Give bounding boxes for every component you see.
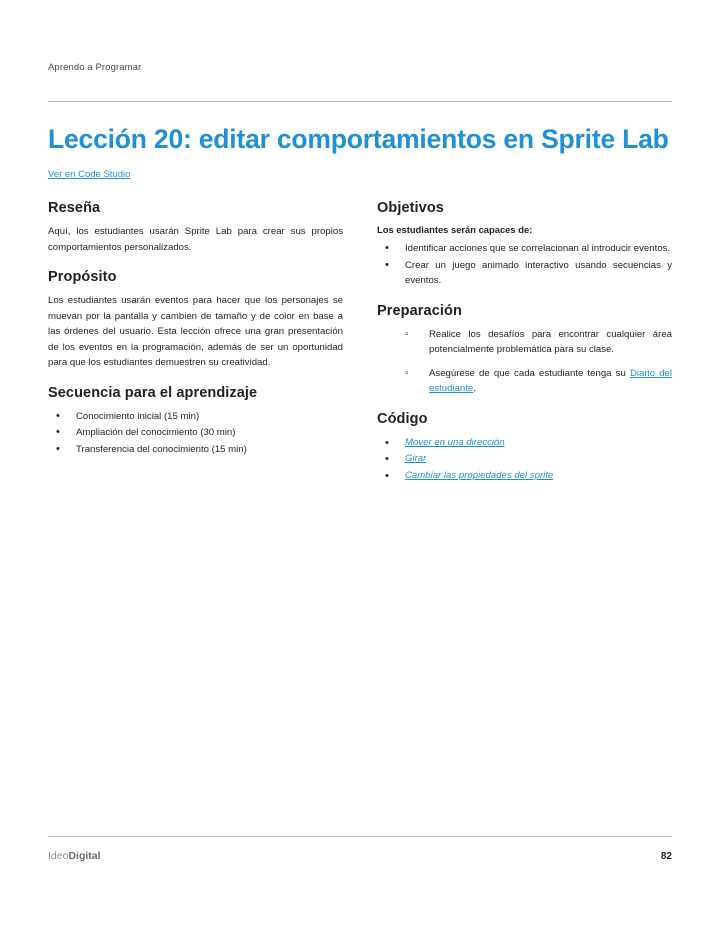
list-item: • Ampliación del conocimiento (30 min) — [48, 425, 343, 441]
preparacion-item-text-after: . — [473, 383, 476, 395]
student-journal-link[interactable]: Diario del estudiante — [429, 367, 672, 395]
running-header: Aprendo a Programar — [48, 62, 142, 73]
page-number: 82 — [660, 851, 672, 862]
left-column — [48, 192, 343, 484]
code-link-propiedades[interactable]: Cambiar las propiedades del sprite — [405, 469, 554, 481]
objetivos-list — [377, 241, 672, 289]
brand-light-text: Ideo — [48, 850, 69, 862]
list-item — [377, 468, 672, 485]
list-item: • Transferencia del conocimiento (15 min) — [48, 442, 343, 458]
resena-paragraph: Aquí, los estudiantes usarán Sprite Lab para crear sus propios comportamientos personalizados. — [48, 225, 343, 253]
section-heading-secuencia: Secuencia para el aprendizaje — [48, 384, 258, 401]
preparacion-list — [377, 327, 672, 397]
section-heading-preparacion: Preparación — [377, 302, 462, 319]
right-column — [377, 192, 672, 484]
page-footer — [48, 850, 672, 862]
footer-divider — [48, 836, 672, 837]
view-in-code-studio-link[interactable]: Ver en Code Studio — [48, 168, 131, 180]
section-heading-resena: Reseña — [48, 199, 101, 216]
codigo-list — [377, 435, 672, 485]
section-heading-codigo: Código — [377, 410, 428, 427]
preparacion-item-text: Asegúrese de que cada estudiante tenga su — [429, 367, 630, 379]
objetivos-lead: Los estudiantes serán capaces de: — [377, 223, 533, 235]
list-item: • Crear un juego animado interactivo usando secuencias y eventos. — [377, 258, 672, 289]
page-title: Lección 20: editar comportamientos en Sprite Lab — [48, 124, 669, 154]
content-columns — [48, 192, 672, 484]
proposito-paragraph: Los estudiantes usarán eventos para hacer que los personajes se muevan por la pantalla y cambien de tamaño y de color en base a las órdenes del usuario. Esta lección ofrece una gran presentación de los eventos en la programación, además de ser un oportunidad para que los estudiantes demuestren su creatividad. — [48, 295, 343, 369]
header-divider — [48, 101, 672, 102]
brand-logo — [48, 850, 101, 862]
section-heading-objetivos: Objetivos — [377, 199, 444, 216]
list-item — [377, 327, 672, 358]
brand-bold-text: Digital — [68, 850, 101, 862]
list-item — [377, 451, 672, 468]
list-item — [377, 366, 672, 397]
secuencia-list — [48, 409, 343, 458]
code-link-girar[interactable]: Girar — [405, 453, 427, 465]
list-item: • Identificar acciones que se correlacionan al introducir eventos. — [377, 241, 672, 257]
code-link-mover[interactable]: Mover en una dirección — [405, 436, 505, 448]
list-item — [377, 435, 672, 452]
preparacion-item-text: Realice los desafíos para encontrar cualquier área potencialmente problemática para su clase. — [429, 328, 672, 356]
section-heading-proposito: Propósito — [48, 269, 117, 286]
list-item: • Conocimiento inicial (15 min) — [48, 409, 343, 425]
